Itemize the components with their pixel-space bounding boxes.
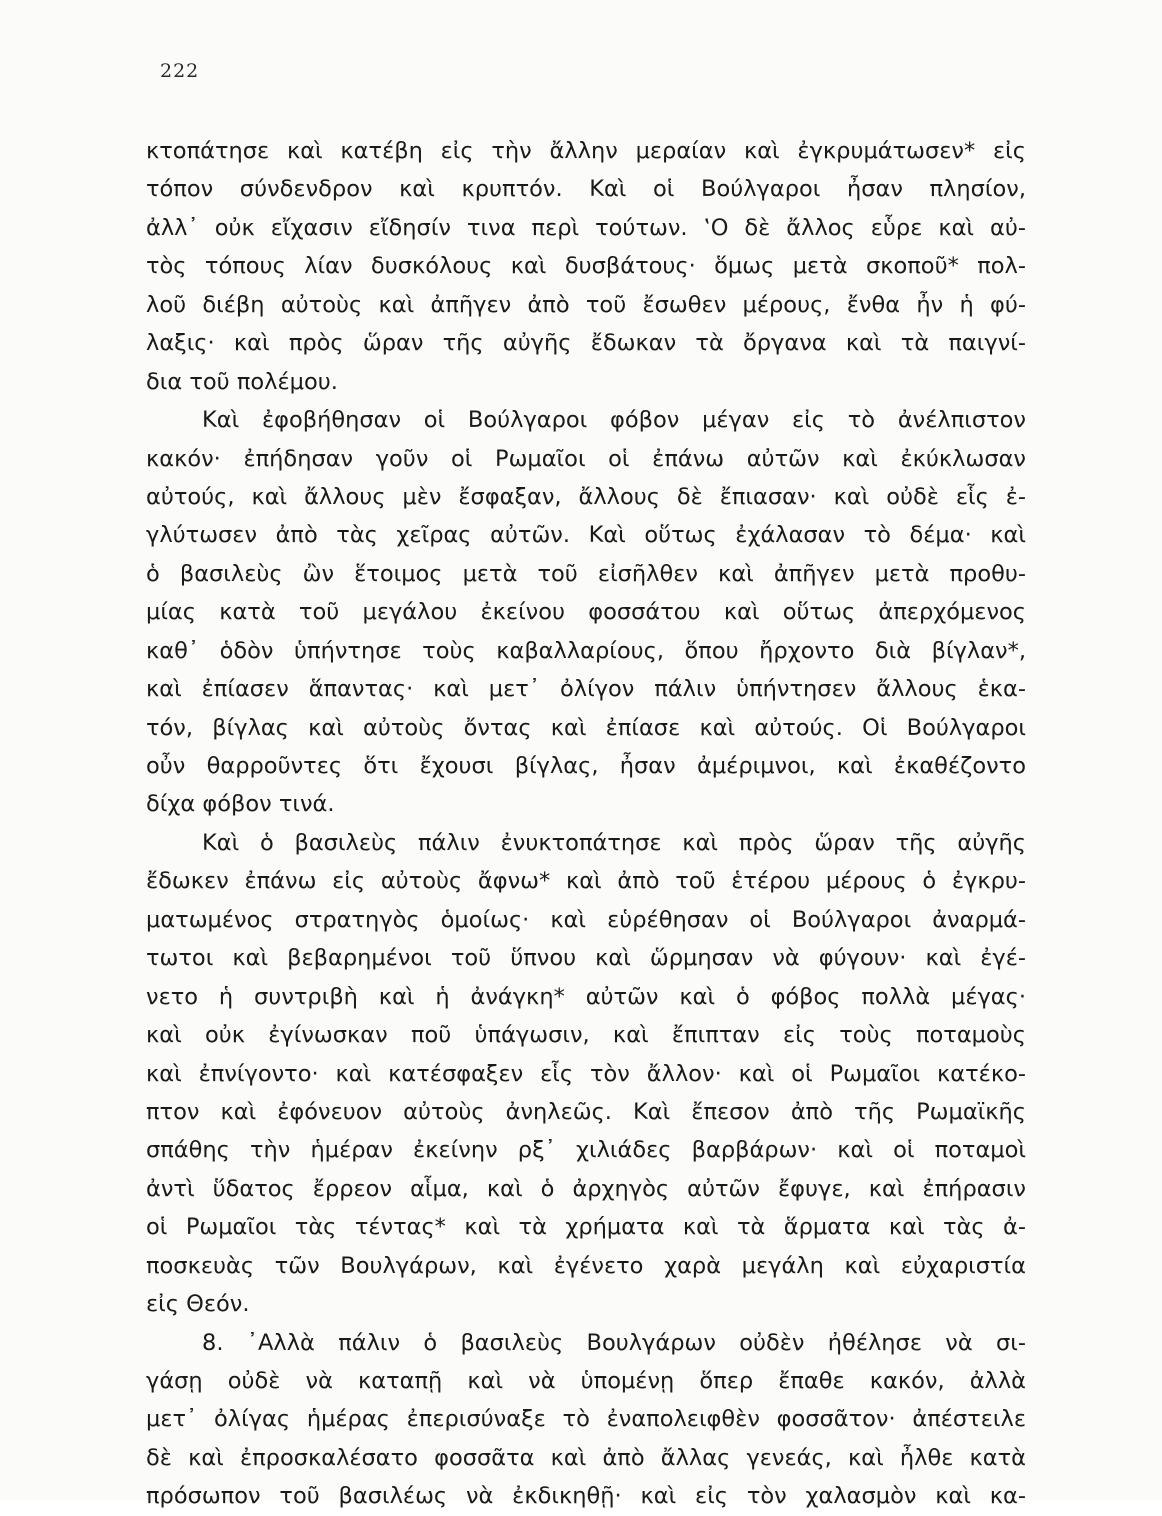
paragraph-start-line: Καὶ ὁ βασιλεὺς πάλιν ἐνυκτοπάτησε καὶ πρὸς ὥραν τῆς αὐγῆς: [202, 829, 1026, 856]
text-line: νετο ἡ συντριβὴ καὶ ἡ ἀνάγκη* αὐτῶν καὶ ὁ φόβος πολλὰ μέγας·: [146, 983, 1026, 1010]
text-line: δὲ καὶ ἐπροσκαλέσατο φοσσᾶτα καὶ ἀπὸ ἄλλας γενεάς, καὶ ἦλθε κατὰ: [146, 1444, 1026, 1471]
text-line: ὁ βασιλεὺς ὢν ἕτοιμος μετὰ τοῦ εἰσῆλθεν καὶ ἀπῆγεν μετὰ προθυ-: [146, 560, 1026, 587]
text-line: γάσῃ οὐδὲ νὰ καταπῇ καὶ νὰ ὑπομένῃ ὅπερ ἔπαθε κακόν, ἀλλὰ: [146, 1368, 1026, 1394]
text-line: τὸς τόπους λίαν δυσκόλους καὶ δυσβάτους· ὅμως μετὰ σκοποῦ* πολ-: [146, 253, 1026, 280]
text-line: καὶ ἐπνίγοντο· καὶ κατέσφαξεν εἷς τὸν ἄλλον· καὶ οἱ Ρωμαῖοι κατέκο-: [146, 1060, 1026, 1087]
paragraph-start-line: Καὶ ἐφοβήθησαν οἱ Βούλγαροι φόβον μέγαν εἰς τὸ ἀνέλπιστον: [202, 407, 1026, 434]
text-line: αὐτούς, καὶ ἄλλους μὲν ἔσφαξαν, ἄλλους δὲ ἔπιασαν· καὶ οὐδὲ εἷς ἐ-: [146, 483, 1026, 510]
text-line: λοῦ διέβη αὐτοὺς καὶ ἀπῆγεν ἀπὸ τοῦ ἔσωθεν μέρους, ἔνθα ἦν ἡ φύ-: [146, 291, 1026, 318]
text-line: μετ᾽ ὀλίγας ἡμέρας ἐπερισύναξε τὸ ἐναπολειφθὲν φοσσᾶτον· ἀπέστειλε: [146, 1406, 1026, 1433]
page-number: 222: [160, 60, 200, 82]
text-line: εἰς Θεόν.: [146, 1291, 250, 1318]
text-line: τωτοι καὶ βεβαρημένοι τοῦ ὕπνου καὶ ὥρμησαν νὰ φύγουν· καὶ ἐγέ-: [146, 945, 1026, 972]
text-line: καὶ οὐκ ἐγίνωσκαν ποῦ ὑπάγωσιν, καὶ ἔπιπταν εἰς τοὺς ποταμοὺς: [146, 1022, 1026, 1049]
text-line: ἀντὶ ὕδατος ἔρρεον αἷμα, καὶ ὁ ἀρχηγὸς αὐτῶν ἔφυγε, καὶ ἐπήρασιν: [146, 1175, 1026, 1202]
text-line: καθ᾽ ὁδὸν ὑπήντησε τοὺς καβαλλαρίους, ὅπου ἤρχοντο διὰ βίγλαν*,: [146, 637, 1026, 664]
text-line: ἀλλ᾽ οὐκ εἴχασιν εἴδησίν τινα περὶ τούτων. ‛Ο δὲ ἄλλος εὗρε καὶ αὐ-: [146, 214, 1026, 241]
text-line: γλύτωσεν ἀπὸ τὰς χεῖρας αὐτῶν. Καὶ οὕτως ἐχάλασαν τὸ δέμα· καὶ: [146, 522, 1026, 549]
text-line: ἔδωκεν ἐπάνω εἰς αὐτοὺς ἄφνω* καὶ ἀπὸ τοῦ ἑτέρου μέρους ὁ ἐγκρυ-: [146, 868, 1026, 895]
main-text: [146, 132, 1026, 1516]
text-line: κτοπάτησε καὶ κατέβη εἰς τὴν ἄλλην μεραίαν καὶ ἐγκρυμάτωσεν* εἰς: [146, 138, 1026, 164]
text-line: τόν, βίγλας καὶ αὐτοὺς ὄντας καὶ ἐπίασε καὶ αὐτούς. Οἱ Βούλγαροι: [146, 714, 1026, 741]
text-line: πτον καὶ ἐφόνευον αὐτοὺς ἀνηλεῶς. Καὶ ἔπεσον ἀπὸ τῆς Ρωμαϊκῆς: [146, 1098, 1026, 1125]
text-line: οἱ Ρωμαῖοι τὰς τέντας* καὶ τὰ χρήματα καὶ τὰ ἅρματα καὶ τὰς ἀ-: [146, 1214, 1026, 1241]
text-line: πρόσωπον τοῦ βασιλέως νὰ ἐκδικηθῇ· καὶ εἰς τὸν χαλασμὸν καὶ κα-: [146, 1483, 1026, 1510]
text-line: καὶ ἐπίασεν ἅπαντας· καὶ μετ᾽ ὀλίγον πάλιν ὑπήντησεν ἄλλους ἑκα-: [146, 676, 1026, 703]
text-line: σπάθης τὴν ἡμέραν ἐκείνην ρξ᾽ χιλιάδες βαρβάρων· καὶ οἱ ποταμοὶ: [146, 1137, 1026, 1164]
text-line: κακόν· ἐπήδησαν γοῦν οἱ Ρωμαῖοι οἱ ἐπάνω αὐτῶν καὶ ἐκύκλωσαν: [146, 445, 1026, 472]
text-line: δίχα φόβον τινά.: [146, 791, 335, 818]
text-line: ματωμένος στρατηγὸς ὁμοίως· καὶ εὑρέθησαν οἱ Βούλγαροι ἀναρμά-: [146, 906, 1026, 933]
paragraph-start-line: 8. ᾽Αλλὰ πάλιν ὁ βασιλεὺς Βουλγάρων οὐδὲν ἠθέλησε νὰ σι-: [202, 1329, 1026, 1356]
text-line: μίας κατὰ τοῦ μεγάλου ἐκείνου φοσσάτου καὶ οὕτως ἀπερχόμενος: [146, 599, 1026, 626]
text-line: οὖν θαρροῦντες ὅτι ἔχουσι βίγλας, ἦσαν ἀμέριμνοι, καὶ ἐκαθέζοντο: [146, 753, 1026, 779]
text-line: δια τοῦ πολέμου.: [146, 368, 338, 395]
text-line: ποσκευὰς τῶν Βουλγάρων, καὶ ἐγένετο χαρὰ μεγάλη καὶ εὐχαριστία: [146, 1252, 1026, 1279]
text-line: τόπον σύνδενδρον καὶ κρυπτόν. Καὶ οἱ Βούλγαροι ἦσαν πλησίον,: [146, 176, 1026, 203]
text-line: λαξις· καὶ πρὸς ὥραν τῆς αὐγῆς ἔδωκαν τὰ ὄργανα καὶ τὰ παιγνί-: [146, 330, 1026, 357]
